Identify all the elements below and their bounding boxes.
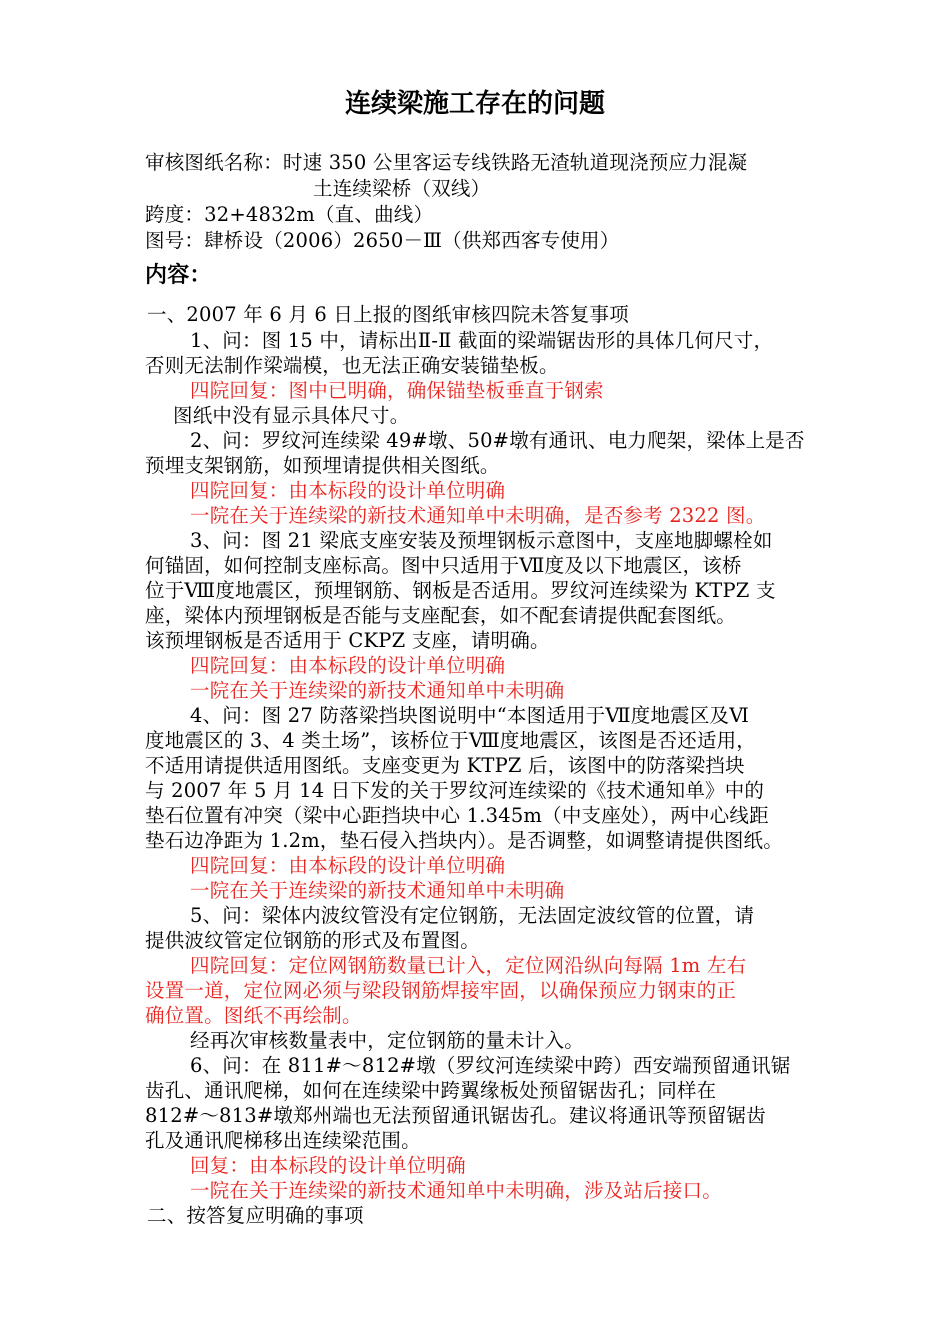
section-heading: 一、2007 年 6 月 6 日上报的图纸审核四院未答复事项 — [147, 303, 629, 326]
question-line: 否则无法制作梁端模，也无法正确安装锚垫板。 — [145, 354, 559, 377]
question-line: 度地震区的 3、4 类土场”，该桥位于Ⅷ度地震区，该图是否还适用， — [145, 729, 756, 752]
question-line: 与 2007 年 5 月 14 日下发的关于罗纹河连续梁的《技术通知单》中的 — [145, 779, 765, 802]
reply-line: 四院回复：图中已明确，确保锚垫板垂直于钢索 — [190, 379, 604, 402]
reply-line: 一院在关于连续梁的新技术通知单中未明确 — [190, 879, 565, 902]
question-line: 孔及通讯爬梯移出连续梁范围。 — [145, 1129, 421, 1152]
question-line: 预埋支架钢筋，如预埋请提供相关图纸。 — [145, 454, 500, 477]
reply-line: 四院回复：定位网钢筋数量已计入，定位网沿纵向每隔 1m 左右 — [190, 954, 747, 977]
note-line: 图纸中没有显示具体尺寸。 — [173, 404, 410, 427]
question-line: 812#～813#墩郑州端也无法预留通讯锯齿孔。建议将通讯等预留锯齿 — [145, 1104, 766, 1127]
question-line: 2、问：罗纹河连续梁 49#墩、50#墩有通讯、电力爬架，梁体上是否 — [190, 429, 805, 452]
question-line: 齿孔、通讯爬梯，如何在连续梁中跨翼缘板处预留锯齿孔；同样在 — [145, 1079, 717, 1102]
question-line: 5、问：梁体内波纹管没有定位钢筋，无法固定波纹管的位置，请 — [190, 904, 755, 927]
section-heading: 二、按答复应明确的事项 — [147, 1204, 364, 1227]
question-line: 不适用请提供适用图纸。支座变更为 KTPZ 后，该图中的防落梁挡块 — [145, 754, 745, 777]
question-line: 座，梁体内预埋钢板是否能与支座配套，如不配套请提供配套图纸。 — [145, 604, 737, 627]
reply-line: 一院在关于连续梁的新技术通知单中未明确，涉及站后接口。 — [190, 1179, 722, 1202]
reply-line: 设置一道，定位网必须与梁段钢筋焊接牢固，以确保预应力钢束的正 — [145, 979, 737, 1002]
drawing-name-cont: 土连续梁桥（双线） — [313, 177, 491, 200]
drawing-number: 图号：肆桥设（2006）2650－Ⅲ（供郑西客专使用） — [145, 229, 620, 252]
question-line: 4、问：图 27 防落梁挡块图说明中“本图适用于Ⅶ度地震区及Ⅵ — [190, 704, 750, 727]
reply-line: 四院回复：由本标段的设计单位明确 — [190, 854, 506, 877]
reply-line: 回复：由本标段的设计单位明确 — [190, 1154, 466, 1177]
question-line: 位于Ⅷ度地震区，预埋钢筋、钢板是否适用。罗纹河连续梁为 KTPZ 支 — [145, 579, 776, 602]
question-line: 何锚固，如何控制支座标高。图中只适用于Ⅶ度及以下地震区，该桥 — [145, 554, 742, 577]
reply-line: 四院回复：由本标段的设计单位明确 — [190, 479, 506, 502]
page-title: 连续梁施工存在的问题 — [344, 89, 605, 119]
question-line: 提供波纹管定位钢筋的形式及布置图。 — [145, 929, 480, 952]
drawing-name: 审核图纸名称：时速 350 公里客运专线铁路无渣轨道现浇预应力混凝 — [145, 151, 748, 174]
question-line: 垫石边净距为 1.2m，垫石侵入挡块内）。是否调整，如调整请提供图纸。 — [145, 829, 783, 852]
question-line: 垫石位置有冲突（梁中心距挡块中心 1.345m（中支座处），两中心线距 — [145, 804, 769, 827]
reply-line: 一院在关于连续梁的新技术通知单中未明确 — [190, 679, 565, 702]
reply-line: 一院在关于连续梁的新技术通知单中未明确，是否参考 2322 图。 — [190, 504, 766, 527]
span-info: 跨度：32+4832m（直、曲线） — [145, 203, 434, 226]
question-line: 3、问：图 21 梁底支座安装及预埋钢板示意图中，支座地脚螺栓如 — [190, 529, 773, 552]
question-line: 6、问：在 811#～812#墩（罗纹河连续梁中跨）西安端预留通讯锯 — [190, 1054, 791, 1077]
reply-line: 四院回复：由本标段的设计单位明确 — [190, 654, 506, 677]
question-line: 该预埋钢板是否适用于 CKPZ 支座，请明确。 — [145, 629, 550, 652]
note-line: 经再次审核数量表中，定位钢筋的量未计入。 — [190, 1029, 585, 1052]
content-heading: 内容： — [145, 263, 212, 288]
question-line: 1、问：图 15 中，请标出Ⅱ-Ⅱ 截面的梁端锯齿形的具体几何尺寸， — [190, 329, 774, 352]
reply-line: 确位置。图纸不再绘制。 — [145, 1004, 362, 1027]
